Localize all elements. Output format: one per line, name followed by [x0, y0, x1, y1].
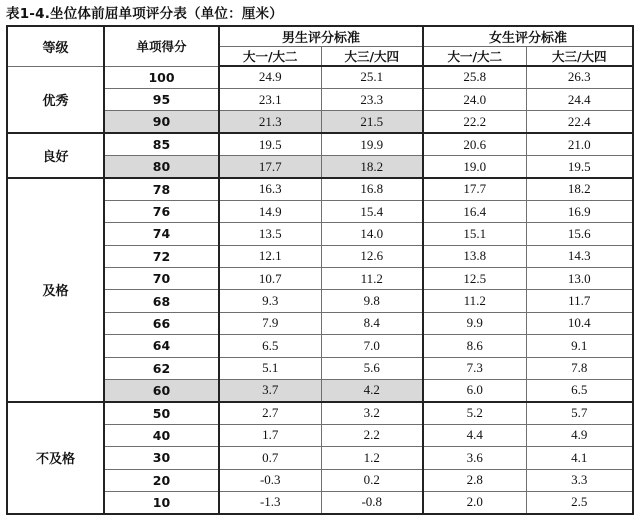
female-year12-cell: 11.2: [423, 290, 526, 312]
female-year12-cell: 19.0: [423, 156, 526, 178]
female-year12-cell: 5.2: [423, 402, 526, 424]
female-year12-cell: 25.8: [423, 66, 526, 88]
score-cell: 68: [104, 290, 219, 312]
female-year34-cell: 19.5: [526, 156, 633, 178]
score-cell: 85: [104, 133, 219, 155]
male-year34-cell: 1.2: [321, 447, 423, 469]
male-year34-cell: 12.6: [321, 245, 423, 267]
female-year12-cell: 6.0: [423, 379, 526, 401]
female-year12-cell: 12.5: [423, 268, 526, 290]
female-year12-cell: 13.8: [423, 245, 526, 267]
male-year34-cell: 0.2: [321, 469, 423, 491]
male-year12-cell: 5.1: [219, 357, 321, 379]
female-year34-cell: 10.4: [526, 312, 633, 334]
score-cell: 72: [104, 245, 219, 267]
female-year12-cell: 2.0: [423, 491, 526, 513]
female-year12-cell: 24.0: [423, 88, 526, 110]
score-cell: 100: [104, 66, 219, 88]
female-year12-cell: 22.2: [423, 111, 526, 133]
female-year34-cell: 6.5: [526, 379, 633, 401]
male-year34-cell: 5.6: [321, 357, 423, 379]
male-year34-cell: 23.3: [321, 88, 423, 110]
score-cell: 90: [104, 111, 219, 133]
male-year12-cell: 12.1: [219, 245, 321, 267]
male-year12-cell: 14.9: [219, 200, 321, 222]
female-year12-cell: 17.7: [423, 178, 526, 200]
male-year34-cell: 4.2: [321, 379, 423, 401]
male-year12-cell: 3.7: [219, 379, 321, 401]
male-year12-cell: -0.3: [219, 469, 321, 491]
header-female-year34: 大三/大四: [526, 47, 633, 67]
male-year12-cell: 21.3: [219, 111, 321, 133]
table-row: [7, 133, 633, 155]
grade-level-cell: 不及格: [7, 402, 104, 514]
male-year34-cell: 7.0: [321, 335, 423, 357]
female-year34-cell: 16.9: [526, 200, 633, 222]
male-year12-cell: 0.7: [219, 447, 321, 469]
table-body: [7, 66, 633, 514]
female-year34-cell: 13.0: [526, 268, 633, 290]
score-cell: 64: [104, 335, 219, 357]
grade-level-cell: 及格: [7, 178, 104, 402]
male-year12-cell: 1.7: [219, 424, 321, 446]
header-level: 等级: [7, 26, 104, 66]
male-year34-cell: 9.8: [321, 290, 423, 312]
female-year34-cell: 9.1: [526, 335, 633, 357]
table-row: [7, 66, 633, 88]
male-year12-cell: 10.7: [219, 268, 321, 290]
female-year34-cell: 24.4: [526, 88, 633, 110]
female-year34-cell: 26.3: [526, 66, 633, 88]
male-year34-cell: 8.4: [321, 312, 423, 334]
male-year12-cell: -1.3: [219, 491, 321, 513]
male-year34-cell: 2.2: [321, 424, 423, 446]
score-cell: 70: [104, 268, 219, 290]
female-year34-cell: 4.9: [526, 424, 633, 446]
score-cell: 10: [104, 491, 219, 513]
grade-level-cell: 优秀: [7, 66, 104, 133]
score-cell: 66: [104, 312, 219, 334]
female-year12-cell: 7.3: [423, 357, 526, 379]
male-year34-cell: -0.8: [321, 491, 423, 513]
male-year34-cell: 16.8: [321, 178, 423, 200]
female-year12-cell: 3.6: [423, 447, 526, 469]
score-cell: 80: [104, 156, 219, 178]
male-year12-cell: 19.5: [219, 133, 321, 155]
male-year34-cell: 18.2: [321, 156, 423, 178]
grade-level-cell: 良好: [7, 133, 104, 178]
female-year34-cell: 11.7: [526, 290, 633, 312]
female-year34-cell: 14.3: [526, 245, 633, 267]
score-cell: 20: [104, 469, 219, 491]
female-year12-cell: 16.4: [423, 200, 526, 222]
score-cell: 95: [104, 88, 219, 110]
header-male: 男生评分标准: [219, 26, 423, 47]
female-year34-cell: 7.8: [526, 357, 633, 379]
female-year34-cell: 3.3: [526, 469, 633, 491]
male-year34-cell: 15.4: [321, 200, 423, 222]
female-year12-cell: 9.9: [423, 312, 526, 334]
female-year34-cell: 4.1: [526, 447, 633, 469]
header-score: 单项得分: [104, 26, 219, 66]
score-cell: 62: [104, 357, 219, 379]
header-male-year12: 大一/大二: [219, 47, 321, 67]
female-year34-cell: 22.4: [526, 111, 633, 133]
female-year34-cell: 18.2: [526, 178, 633, 200]
score-cell: 74: [104, 223, 219, 245]
score-cell: 40: [104, 424, 219, 446]
male-year12-cell: 2.7: [219, 402, 321, 424]
score-table: [6, 25, 634, 515]
male-year34-cell: 19.9: [321, 133, 423, 155]
score-cell: 60: [104, 379, 219, 401]
female-year34-cell: 21.0: [526, 133, 633, 155]
header-female-year12: 大一/大二: [423, 47, 526, 67]
score-cell: 50: [104, 402, 219, 424]
male-year34-cell: 3.2: [321, 402, 423, 424]
male-year34-cell: 11.2: [321, 268, 423, 290]
female-year34-cell: 5.7: [526, 402, 633, 424]
female-year34-cell: 2.5: [526, 491, 633, 513]
score-cell: 30: [104, 447, 219, 469]
male-year12-cell: 23.1: [219, 88, 321, 110]
male-year12-cell: 9.3: [219, 290, 321, 312]
table-title: 表1-4.坐位体前屈单项评分表（单位：厘米）: [6, 6, 283, 22]
male-year12-cell: 24.9: [219, 66, 321, 88]
female-year12-cell: 2.8: [423, 469, 526, 491]
male-year12-cell: 13.5: [219, 223, 321, 245]
male-year34-cell: 21.5: [321, 111, 423, 133]
male-year34-cell: 14.0: [321, 223, 423, 245]
score-cell: 76: [104, 200, 219, 222]
female-year12-cell: 15.1: [423, 223, 526, 245]
score-cell: 78: [104, 178, 219, 200]
male-year12-cell: 16.3: [219, 178, 321, 200]
female-year12-cell: 4.4: [423, 424, 526, 446]
female-year12-cell: 8.6: [423, 335, 526, 357]
male-year12-cell: 17.7: [219, 156, 321, 178]
table-row: [7, 402, 633, 424]
male-year12-cell: 6.5: [219, 335, 321, 357]
female-year12-cell: 20.6: [423, 133, 526, 155]
header-female: 女生评分标准: [423, 26, 633, 47]
male-year34-cell: 25.1: [321, 66, 423, 88]
table-row: [7, 178, 633, 200]
header-male-year34: 大三/大四: [321, 47, 423, 67]
female-year34-cell: 15.6: [526, 223, 633, 245]
male-year12-cell: 7.9: [219, 312, 321, 334]
